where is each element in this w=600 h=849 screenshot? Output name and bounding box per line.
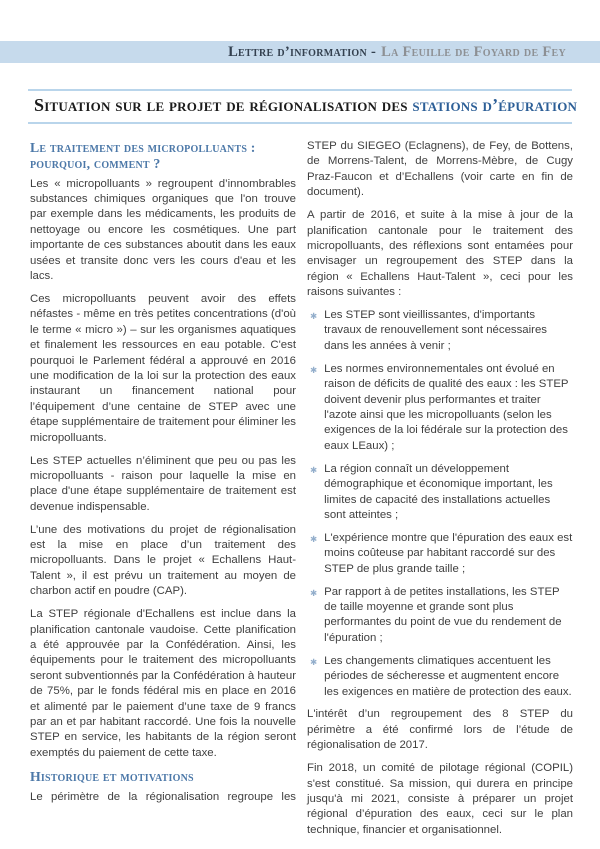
list-item-text: Par rapport à de petites installations, les STEP de taille moyenne et grande sont plus performantes du point de vue du rendement de l'épuration ; [324, 585, 562, 644]
bullet-icon: ✱ [310, 311, 318, 322]
list-item-text: La région connaît un développement démographique et économique important, les limites de capacité des installations actuelles sont atteintes ; [324, 462, 553, 521]
list-item [310, 462, 573, 524]
list-item [310, 362, 573, 454]
article-body [30, 139, 573, 846]
bullet-icon: ✱ [310, 364, 318, 375]
paragraph: Les « micropolluants » regroupent d’innombrables substances chimiques organiques que l'on trouve par exemple dans les médicaments, les produits de nettoyage ou encore les cosmétiques. Une part importante de ces substances aboutit dans les eaux usées et transite donc vers les cours d'eau et les lacs. [30, 177, 296, 283]
bullet-icon: ✱ [310, 533, 318, 544]
list-item-text: Les changements climatiques accentuent les périodes de sécheresse et augmentent encore les exigences en matière de protection des eaux. [324, 654, 572, 698]
article-title [28, 89, 578, 124]
paragraph: STEP du SIEGEO (Eclagnens), de Fey, de Bottens, de Morrens-Talent, de Morrens-Mèbre, de Cugy Praz-Faucon et d’Echallens (voir carte en fin de document). [307, 140, 573, 199]
newsletter-type-label: Lettre d’information - [228, 44, 377, 60]
newsletter-header-band [0, 41, 600, 63]
paragraph: La STEP régionale d'Echallens est inclue dans la planification cantonale vaudoise. Cette planification a été approuvée par la Confédération. Ainsi, les équipements pour le traitement des micropolluants seront subventionnés par la Confédération à hauteur de 75%, par le fonds fédéral mis en place en 2016 et alimenté par le paiement d’une taxe de 9 francs par an et par habitant raccordé. Une fois la nouvelle STEP en service, les habitants de la région seront exemptés du paiement de cette taxe. [30, 608, 296, 759]
list-item-text: Les normes environnementales ont évolué en raison de déficits de qualité des eaux : les STEP doivent devenir plus performantes et traiter l'azote ainsi que les micropolluants (selon les exigences de la loi fédérale sur la protection des eaux LEaux) ; [324, 362, 569, 452]
paragraph: Les STEP actuelles n’éliminent que peu ou pas les micropolluants - raison pour laquelle la mise en place d'une étape supplémentaire de traitement est devenue indispensable. [30, 454, 296, 513]
list-item-text: Les STEP sont vieillissantes, d'importants travaux de renouvellement sont nécessaires dans les années à venir ; [324, 309, 547, 352]
right-column [307, 139, 573, 846]
article-title-highlight: stations d’épuration [412, 95, 578, 115]
paragraph: A partir de 2016, et suite à la mise à jour de la planification cantonale pour le traitement des micropolluants, des réflexions sont entamées pour envisager un regroupement des STEP dans la région « Echallens Haut-Talent », ceci pour les raisons suivantes : [307, 209, 573, 299]
section-heading-micropolluants: Le traitement des micropolluants : pourquoi, comment ? [30, 140, 256, 171]
list-item [310, 308, 573, 354]
article-title-text: Situation sur le projet de régionalisation des [34, 95, 413, 115]
list-item [310, 585, 573, 647]
bullet-icon: ✱ [310, 587, 318, 598]
newsletter-name: La Feuille de Foyard de Fey [381, 44, 566, 60]
list-item [310, 654, 573, 700]
bullet-icon: ✱ [310, 464, 318, 475]
bullet-icon: ✱ [310, 656, 318, 667]
reasons-list [310, 308, 573, 700]
paragraph: Fin 2018, un comité de pilotage régional (COPIL) s'est constitué. Sa mission, qui durera en principe jusqu'à mi 2021, consiste à préparer un projet régional d’épuration des eaux, ceci sur le plan technique, financier et organisationnel. [307, 762, 573, 836]
list-item-text: L'expérience montre que l'épuration des eaux est moins coûteuse par habitant raccordé sur des STEP de plus grande taille ; [324, 531, 573, 575]
paragraph: L'intérêt d’un regroupement des 8 STEP du périmètre a été confirmé lors de l’étude de régionalisation de 2017. [307, 708, 573, 752]
list-item [310, 531, 573, 577]
section-heading-historique: Historique et motivations [30, 768, 194, 784]
paragraph: Le périmètre de la régionalisation regroupe les [30, 790, 296, 803]
left-column [30, 139, 296, 846]
paragraph: Ces micropolluants peuvent avoir des effets néfastes - même en très petites concentrations (d'où le terme « micro ») – sur les organismes aquatiques et finalement les ressources en eau potable. C'est pourquoi le Parlement fédéral a approuvé en 2016 une modification de la loi sur la protection des eaux instaurant un financement national pour l’équipement d’une centaine de STEP avec une étape supplémentaire de traitement pour éliminer les micropolluants. [30, 292, 296, 444]
paragraph: L’une des motivations du projet de régionalisation est la mise en place d’un traitement des micropolluants. Dans le projet « Echallens Haut-Talent », il est prévu un traitement au moyen de charbon actif en poudre (CAP). [30, 523, 296, 598]
